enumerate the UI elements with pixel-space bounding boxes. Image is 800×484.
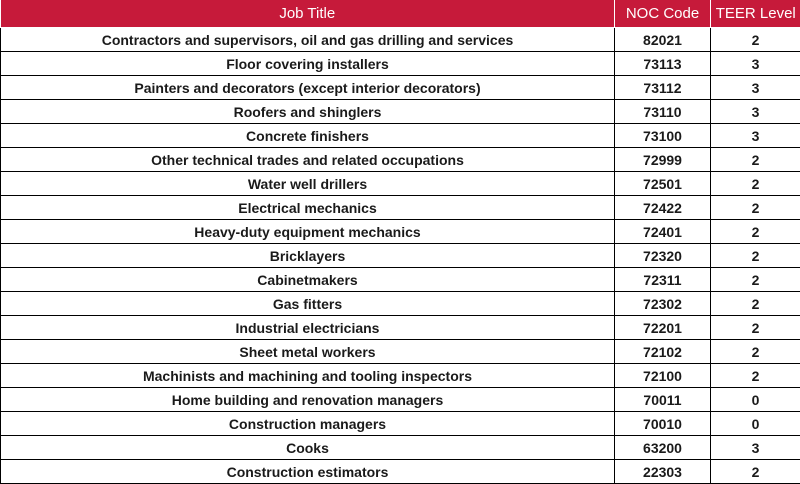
table-row <box>1 148 800 172</box>
job-title-cell: Home building and renovation managers <box>1 388 615 412</box>
noc-code-cell: 73100 <box>615 124 711 148</box>
table-row <box>1 268 800 292</box>
noc-code-cell: 22303 <box>615 460 711 484</box>
teer-level-cell: 2 <box>711 460 800 484</box>
teer-level-cell: 3 <box>711 124 800 148</box>
column-header-job-title: Job Title <box>1 0 615 28</box>
noc-code-cell: 63200 <box>615 436 711 460</box>
table-row <box>1 100 800 124</box>
noc-code-cell: 82021 <box>615 28 711 52</box>
noc-code-cell: 73113 <box>615 52 711 76</box>
noc-code-cell: 72302 <box>615 292 711 316</box>
teer-level-cell: 3 <box>711 76 800 100</box>
table-row <box>1 316 800 340</box>
noc-code-cell: 72999 <box>615 148 711 172</box>
noc-code-cell: 70010 <box>615 412 711 436</box>
teer-level-cell: 3 <box>711 100 800 124</box>
teer-level-cell: 2 <box>711 292 800 316</box>
teer-level-cell: 2 <box>711 316 800 340</box>
job-title-cell: Other technical trades and related occupations <box>1 148 615 172</box>
job-title-cell: Industrial electricians <box>1 316 615 340</box>
table-row <box>1 172 800 196</box>
table-row <box>1 28 800 52</box>
teer-level-cell: 0 <box>711 388 800 412</box>
table-row <box>1 460 800 484</box>
table-row <box>1 364 800 388</box>
noc-code-cell: 72201 <box>615 316 711 340</box>
noc-code-cell: 72401 <box>615 220 711 244</box>
job-title-cell: Sheet metal workers <box>1 340 615 364</box>
column-header-noc-code: NOC Code <box>615 0 711 28</box>
teer-level-cell: 2 <box>711 196 800 220</box>
noc-code-cell: 72100 <box>615 364 711 388</box>
noc-code-cell: 70011 <box>615 388 711 412</box>
job-title-cell: Cooks <box>1 436 615 460</box>
job-title-cell: Water well drillers <box>1 172 615 196</box>
table-row <box>1 388 800 412</box>
job-title-cell: Painters and decorators (except interior decorators) <box>1 76 615 100</box>
teer-level-cell: 2 <box>711 340 800 364</box>
teer-level-cell: 3 <box>711 52 800 76</box>
header-row <box>1 0 800 28</box>
teer-level-cell: 2 <box>711 28 800 52</box>
column-header-teer-level: TEER Level <box>711 0 800 28</box>
teer-level-cell: 2 <box>711 220 800 244</box>
table-row <box>1 244 800 268</box>
table-row <box>1 196 800 220</box>
table-row <box>1 124 800 148</box>
noc-code-cell: 72311 <box>615 268 711 292</box>
job-title-cell: Construction managers <box>1 412 615 436</box>
noc-code-cell: 73112 <box>615 76 711 100</box>
job-title-cell: Heavy-duty equipment mechanics <box>1 220 615 244</box>
noc-code-cell: 72320 <box>615 244 711 268</box>
table-row <box>1 436 800 460</box>
table-body <box>1 28 800 484</box>
job-title-cell: Electrical mechanics <box>1 196 615 220</box>
teer-level-cell: 2 <box>711 148 800 172</box>
job-title-cell: Construction estimators <box>1 460 615 484</box>
job-title-cell: Contractors and supervisors, oil and gas drilling and services <box>1 28 615 52</box>
job-title-cell: Bricklayers <box>1 244 615 268</box>
noc-code-cell: 73110 <box>615 100 711 124</box>
table-row <box>1 220 800 244</box>
table-row <box>1 76 800 100</box>
teer-level-cell: 2 <box>711 364 800 388</box>
teer-level-cell: 0 <box>711 412 800 436</box>
noc-code-cell: 72102 <box>615 340 711 364</box>
teer-level-cell: 2 <box>711 244 800 268</box>
teer-level-cell: 3 <box>711 436 800 460</box>
noc-code-cell: 72422 <box>615 196 711 220</box>
table-row <box>1 52 800 76</box>
table-row <box>1 412 800 436</box>
job-title-cell: Cabinetmakers <box>1 268 615 292</box>
job-title-cell: Machinists and machining and tooling inspectors <box>1 364 615 388</box>
job-title-cell: Gas fitters <box>1 292 615 316</box>
job-title-cell: Floor covering installers <box>1 52 615 76</box>
job-title-cell: Roofers and shinglers <box>1 100 615 124</box>
table-row <box>1 340 800 364</box>
teer-level-cell: 2 <box>711 268 800 292</box>
table-row <box>1 292 800 316</box>
teer-level-cell: 2 <box>711 172 800 196</box>
job-title-cell: Concrete finishers <box>1 124 615 148</box>
noc-code-cell: 72501 <box>615 172 711 196</box>
